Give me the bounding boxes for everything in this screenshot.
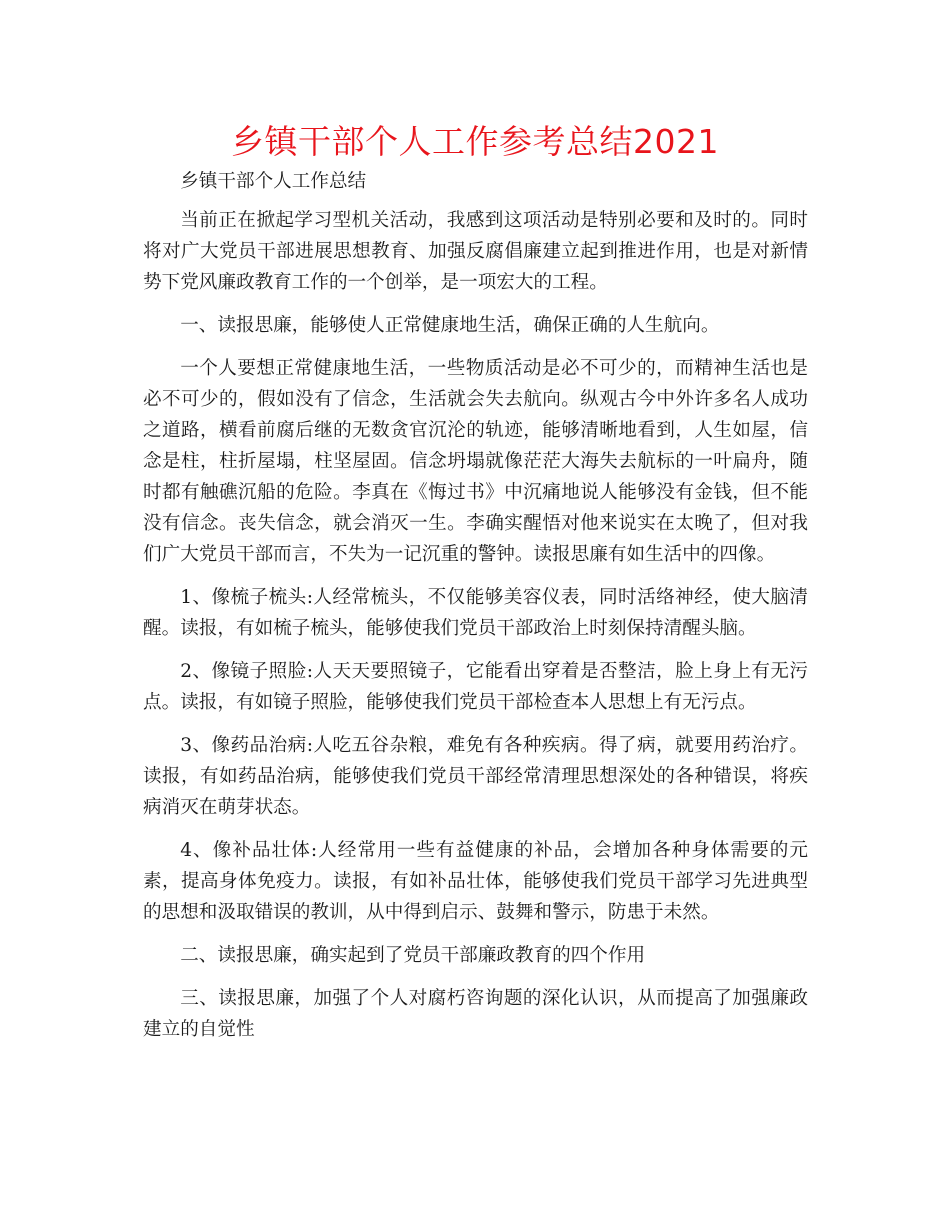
paragraph-subtitle: 乡镇干部个人工作总结 <box>180 171 367 192</box>
paragraph-section-1-body: 一个人要想正常健康地生活，一些物质活动是必不可少的，而精神生活也是必不可少的，假如没有了信念，生活就会失去航向。纵观古今中外许多名人成功之道路，横看前腐后继的无数贪官沉沦的轨迹，能够清晰地看到，人生如屋，信念是柱，柱折屋塌，柱坚屋固。信念坍塌就像茫茫大海失去航标的一叶扁舟，随时都有触礁沉船的危险。李真在《悔过书》中沉痛地说人能够没有金钱，但不能没有信念。丧失信念，就会消灭一生。李确实醒悟对他来说实在太晚了，但对我们广大党员干部而言，不失为一记沉重的警钟。读报思廉有如生活中的四像。 <box>143 358 808 565</box>
paragraph-item-2: 2、像镜子照脸:人天天要照镜子，它能看出穿着是否整洁，脸上身上有无污点。读报，有如镜子照脸，能够使我们党员干部检查本人思想上有无污点。 <box>143 661 808 713</box>
paragraph-item-3: 3、像药品治病:人吃五谷杂粮，难免有各种疾病。得了病，就要用药治疗。读报，有如药品治病，能够使我们党员干部经常清理思想深处的各种错误，将疾病消灭在萌芽状态。 <box>143 735 808 818</box>
document-title: 乡镇干部个人工作参考总结2021 <box>231 122 719 161</box>
paragraph-item-1: 1、像梳子梳头:人经常梳头，不仅能够美容仪表，同时活络神经，使大脑清醒。读报，有如梳子梳头，能够使我们党员干部政治上时刻保持清醒头脑。 <box>143 587 808 639</box>
paragraph-intro: 当前正在掀起学习型机关活动，我感到这项活动是特别必要和及时的。同时将对广大党员干部进展思想教育、加强反腐倡廉建立起到推进作用，也是对新情势下党风廉政教育工作的一个创举，是一项宏大的工程。 <box>143 210 808 293</box>
paragraph-section-3-heading: 三、读报思廉，加强了个人对腐朽咨询题的深化认识，从而提高了加强廉政建立的自觉性 <box>143 988 808 1040</box>
document-body <box>143 166 808 1057</box>
paragraph-section-2-heading: 二、读报思廉，确实起到了党员干部廉政教育的四个作用 <box>180 945 646 966</box>
paragraph-section-1-heading: 一、读报思廉，能够使人正常健康地生活，确保正确的人生航向。 <box>180 315 720 336</box>
paragraph-item-4: 4、像补品壮体:人经常用一些有益健康的补品，会增加各种身体需要的元素，提高身体免疫力。读报，有如补品壮体，能够使我们党员干部学习先进典型的思想和汲取错误的教训，从中得到启示、鼓舞和警示，防患于未然。 <box>143 840 808 923</box>
